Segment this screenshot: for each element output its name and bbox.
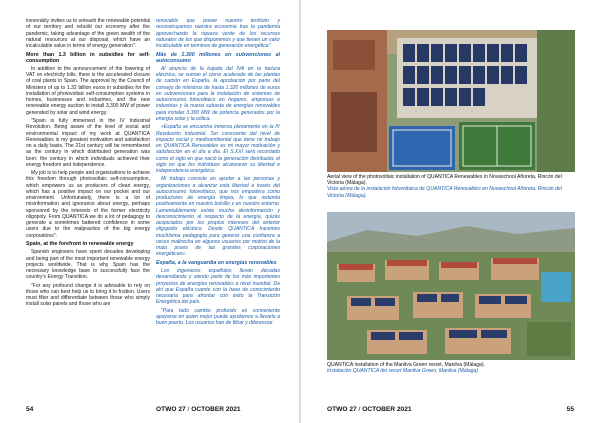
caption-school [327, 174, 575, 199]
caption-resort [327, 362, 575, 374]
english-column [26, 18, 150, 310]
aerial-school-photo [327, 30, 575, 172]
paragraph-5-es: "Para todo cambio profundo es conveniente apoyarse en quien mejor puede ayudarnos a llevarlo a buen puerto. Los usuarios han de filtrar y diferenciar [156, 307, 280, 327]
page-number-right: 55 [566, 406, 574, 413]
paragraph-2-en: "Spain is fully immersed in the IV Industrial Revolution. Being aware of the level of social and environmental impact of my work at QUANTICA Renewables is my greatest motivation and satisfaction on a daily basis. The 21st century will be remembered as the century in which distributed generation was born: the century in which individuals achieved their energy freedom and independence. [26, 118, 150, 168]
paragraph-1-en: In addition to the announcement of the lowering of VAT on electricity bills, there is the accelerated closure of coal plants in Spain. The approval by the Council of Ministers of up to 1.32 billion euros in subsidies for the installation of photovoltaic self-consumption systems in homes, businesses and industries, and the new renewable energy auction to install 3,300 MW of power generated by solar and wind energy. [26, 65, 150, 116]
resort-photo [327, 212, 575, 360]
paragraph-3-en: My job is to help people and organizations to achieve this freedom through photovoltaic self-consumption, which empowers us as producers of clean energy, which has a positive impact on our pocket and our environment. Unfortunately, there is a lot of misinformation and ignorance about energy, perhaps sponsored by the interests of the former electricity oligopoly. From QUANTICA we do a lot of pedagogy to generate a sometimes battered confidence in some users due to the malpractice of the big energy corporations". [26, 170, 150, 239]
caption-school-en: Aerial view of the photovoltaic installation of QUANTICA Renewables in Novaschool Añoreta, Rincón del Victoria (Málaga). [327, 174, 562, 187]
caption-resort-en: QUANTICA installation of the Manilva Green resort, Manilva (Málaga). [327, 362, 485, 368]
intro-paragraph-en: inexorably invites us to unleash the renewable potential of our territory and rebuild our economy after the pandemic, taking advantage of the green wealth of the natural resources at our disposal, which have an incalculable value in terms of energy generation". [26, 18, 150, 49]
caption-resort-es: Instalación QUANTICA del resort Manilva Green, Manilva (Málaga) [327, 368, 478, 375]
paragraph-1-es: Al anuncio de la bajada del IVA en la factura eléctrica, se suman el cierre acelerado de las plantas de carbón en España, la aprobación por parte del consejo de ministros de hasta 1.320 millones de euros en subvenciones para la instalación de sistemas de autoconsumo fotovoltaico en hogares, empresas e industrias y la nueva subasta de energías renovables para instalar 3.300 MW de potencia generados por la energía solar y la eólica. [156, 65, 280, 122]
heading-forefront-en: Spain, at the forefront in renewable energy [26, 241, 134, 248]
magazine-name: OTWO 27 [156, 406, 186, 413]
paragraph-5-en: "For any profound change it is advisable to rely on those who can best help us to bring it to fruition. Users must filter and differentiate between those who simply install solar panels and those who are [26, 282, 150, 308]
heading-subsidies-es: Más de 1.300 millones en subvenciones al autoconsumo [156, 51, 280, 65]
issue-date: OCTOBER 2021 [191, 406, 241, 413]
heading-forefront-es: España, a la vanguardia en energías renovables [156, 260, 277, 267]
issue-date: OCTOBER 2021 [362, 406, 412, 413]
spanish-column [156, 18, 280, 329]
intro-paragraph-es: renovable que posee nuestro territorio y reconstruyamos nuestra economía tras la pandemia aprovechando la riqueza verde de los recursos naturales de los que disponemos y que tienen un valor incalculable en términos de generación energética". [156, 18, 280, 49]
magazine-issue-right: OTWO 27 / OCTOBER 2021 [327, 406, 412, 413]
magazine-issue-left: OTWO 27 / OCTOBER 2021 [156, 406, 241, 413]
right-page [301, 0, 600, 423]
magazine-name: OTWO 27 [327, 406, 357, 413]
left-page [0, 0, 299, 423]
paragraph-2-es: «España se encuentra inmersa plenamente en la IV Revolución Industrial. Ser consciente del nivel de impacto social y medioambiental que tiene mi trabajo en QUANTICA Renovables es mi mayor motivación y satisfacción en el día a día. El S.XXI será recordado como el siglo en que nació la generación distribuida: el siglo en que los individuos alcanzaron su libertad e independencia energética. [156, 124, 280, 175]
caption-school-es: Vista aérea de la instalación fotovoltaica de QUANTICA Renovables en Novaschool Añoreta, Rincón del Victoria (Málaga). [327, 186, 562, 199]
paragraph-3-es: Mi trabajo consiste en ayudar a las personas y organizaciones a alcanzar esta libertad a través del autoconsumo fotovoltaico, que nos empodera como productores de energía limpia, lo que redunda positivamente en nuestro bolsillo y en nuestro entorno. Lamentablemente existe mucha desinformación y desconocimiento al respecto de la energía, quizás auspiciados por los propios intereses del anterior oligopolio eléctrico. Desde QUANTICA hacemos muchísima pedagogía para generar una confianza a veces maltrecha en algunos usuarios por motivo de la mala praxis de las grandes corporaciones energéticas». [156, 176, 280, 258]
paragraph-4-en: Spanish engineers have spent decades developing and being part of the most important renewable energy projects worldwide. That is why Spain has the necessary knowledge base to successfully face the country's Energy Transition. [26, 249, 150, 281]
page-number-left: 54 [26, 406, 34, 413]
paragraph-4-es: Los ingenieros españoles llevan décadas desarrollando y siendo parte de los más importantes proyectos de energías renovables a nivel mundial. De ahí que España cuente con la base de conocimiento necesaria para afrontar con éxito la Transición Energética del país. [156, 268, 280, 306]
heading-subsidies-en: More than 1.3 billion in subsidies for self-consumption [26, 51, 150, 65]
